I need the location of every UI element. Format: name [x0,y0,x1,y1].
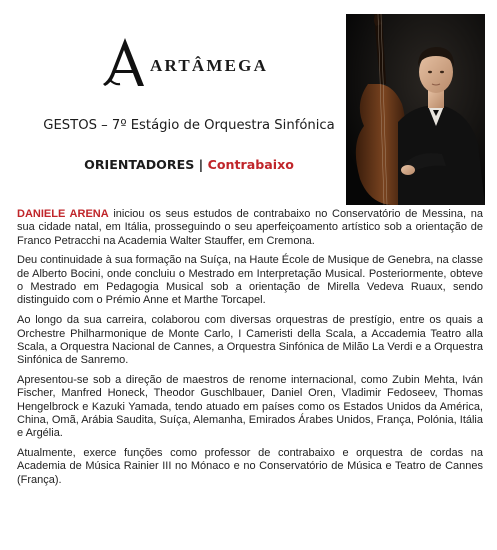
section-heading [56,157,322,172]
bio-paragraph [17,208,483,248]
brand-logo [102,36,268,88]
bio-paragraph: Ao longo da sua carreira, colaborou com diversas orquestras de prestígio, entre os quais a Orchestre Philharmonique de Monte Carlo, I Cameristi della Scala, a Accademia Teatro alla Scala, a Orquestra Nacional de Cannes, a Orquestra Sinfónica de Milão La Verdi e a Orquestra Sinfónica de Sanremo. [17,314,483,367]
bio-paragraph-1-text: iniciou os seus estudos de contrabaixo no Conservatório de Messina, na sua cidade natal, em Itália, prosseguindo o seu aperfeiçoamento artístico sob a orientação de Franco Petracchi na Academia Walter Stauffer, em Cremona. [17,208,483,247]
portrait-photo [346,14,485,205]
bio-paragraph: Atualmente, exerce funções como professor de contrabaixo e orquestra de cordas na Academia de Música Rainier III no Mónaco e no Conservatório de Música e Teatro de Cannes (França). [17,447,483,486]
bio-paragraph: Apresentou-se sob a direção de maestros de renome internacional, como Zubin Mehta, Iván Fischer, Manfred Honeck, Theodor Guschlbauer, Daniel Oren, Vladimir Fedoseev, Thomas Hengelbrock e Kazuki Yamada, tendo atuado em países como os Estados Unidos da América, China, Omã, Arábia Saudita, Suíça, Alemanha, Emirados Árabes Unidos, França, Polónia, Itália e Argélia. [17,374,483,440]
section-separator: | [198,157,204,172]
bio-paragraph: Deu continuidade à sua formação na Suíça, na Haute École de Musique de Genebra, na classe de Alberto Bocini, onde concluiu o Mestrado em Interpretação Musical. Posteriormente, obteve o Mestrado em Pedagogia Musical sob a orientação de Mirella Vedeva Ruaux, sendo distinguido com o Prémio Anne et Marthe Torcapel. [17,254,483,307]
musician-name: DANIELE ARENA [17,208,109,220]
stylized-letter-a-icon [102,36,146,88]
brand-name: ARTÂMEGA [150,56,269,75]
event-title: GESTOS – 7º Estágio de Orquestra Sinfónica [43,118,335,133]
section-label: ORIENTADORES [84,157,195,172]
portrait-with-double-bass-illustration [346,14,485,205]
section-instrument: Contrabaixo [207,157,294,172]
biography-text [17,208,483,494]
